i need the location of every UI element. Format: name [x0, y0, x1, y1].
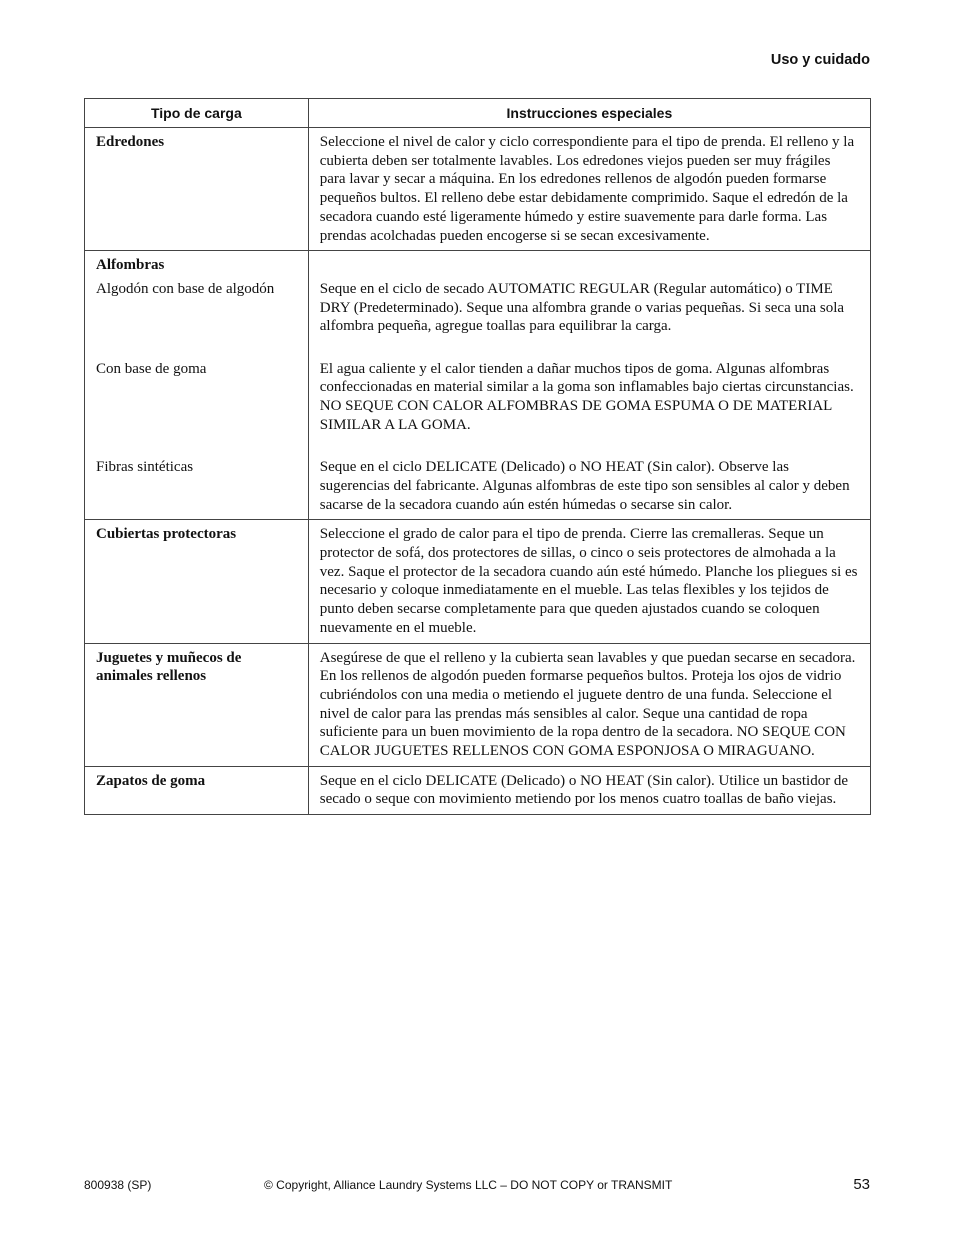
- copyright-notice: © Copyright, Alliance Laundry Systems LLC – DO NOT COPY or TRANSMIT: [264, 1178, 673, 1192]
- column-header-load-type: Tipo de carga: [85, 99, 309, 128]
- table-row: [85, 520, 871, 643]
- instructions-cell: Seque en el ciclo DELICATE (Delicado) o NO HEAT (Sin calor). Utilice un bastidor de secado o seque con movimiento metiendo por los menos cuatro toallas de baño viejas.: [308, 766, 870, 814]
- subtype-instructions: Seque en el ciclo de secado AUTOMATIC REGULAR (Regular automático) o TIME DRY (Predeterminado). Seque una alfombra grande o varias pequeñas. Si seca una sola alfombra pequeña, agregue toallas para equilibrar la carga.: [319, 280, 845, 335]
- subtype-instructions: Seque en el ciclo DELICATE (Delicado) o NO HEAT (Sin calor). Observe las sugerencias del fabricante. Algunas alfombras de este tipo son sensibles al calor y deben sacarse de la secadora cuando aún estén húmedas o secarse sin calor.: [319, 459, 850, 513]
- load-type-table: [84, 98, 871, 815]
- load-type-cell: [85, 251, 309, 520]
- load-type-cell: [85, 128, 309, 251]
- table-row: [85, 251, 871, 520]
- page-number: 53: [853, 1176, 870, 1193]
- load-subtype-label: Algodón con base de algodón: [96, 280, 275, 297]
- load-type-label: Zapatos de goma: [96, 772, 206, 789]
- load-subtype-label: Con base de goma: [96, 360, 207, 377]
- subtype-instructions: El agua caliente y el calor tienden a dañar muchos tipos de goma. Algunas alfombras confeccionadas en material similar a la goma son inflamables bajo ciertas circunstancias. NO SEQUE CON CALOR ALFOMBRAS DE GOMA ESPUMA O DE MATERIAL SIMILAR A LA GOMA.: [319, 360, 854, 433]
- instructions-cell: [308, 251, 870, 520]
- table-row: [85, 766, 871, 814]
- table-header-row: [85, 99, 871, 128]
- instructions-cell: Seleccione el nivel de calor y ciclo correspondiente para el tipo de prenda. El relleno y la cubierta deben ser totalmente lavables. Los edredones viejos pueden ser muy frágiles para lavar y secar a máquina. En los edredones rellenos de algodón pueden formarse pequeños bultos. El relleno debe estar debidamente comprimido. Saque el edredón de la secadora cuando esté ligeramente húmedo y estire suavemente para darle forma. Las prendas acolchadas pueden encogerse si se secan excesivamente.: [308, 128, 870, 251]
- instructions-cell: Seleccione el grado de calor para el tipo de prenda. Cierre las cremalleras. Seque un protector de sofá, dos protectores de sillas, o cinco o seis protectores de almohada a la vez. Saque el protector de la secadora cuando aún esté húmedo. Planche los pliegues si es necesario y coloque inmediatamente en el mueble. Las telas flexibles y los tejidos de punto deben secarse completamente para que queden ajustados cuando se coloquen nuevamente en el mueble.: [308, 520, 870, 643]
- instructions-cell: Asegúrese de que el relleno y la cubierta sean lavables y que puedan secarse en secadora. En los rellenos de algodón pueden formarse pequeños bultos. Proteja los ojos de vidrio cubriéndolos con una media o metiendo el juguete dentro de una funda. Seleccione el nivel de calor para las prendas más sensibles al calor. Seque una cantidad de ropa suficiente para un buen movimiento de la ropa dentro de la secadora. NO SEQUE CON CALOR JUGUETES RELLENOS CON GOMA ESPONJOSA O MIRAGUANO.: [308, 643, 870, 766]
- load-type-label: Edredones: [96, 134, 165, 150]
- page-footer: [84, 1176, 870, 1196]
- load-type-label: Cubiertas protectoras: [96, 526, 237, 543]
- load-type-label-line: animales rellenos: [96, 668, 207, 685]
- table-row: [85, 643, 871, 766]
- load-type-cell: [85, 766, 309, 814]
- load-type-label-line: Juguetes y muñecos de: [96, 649, 242, 666]
- table-row: [85, 128, 871, 251]
- column-header-instructions: Instrucciones especiales: [308, 99, 870, 128]
- load-type-label: Alfombras: [96, 257, 165, 274]
- document-number: 800938 (SP): [84, 1178, 152, 1192]
- load-subtype-label: Fibras sintéticas: [96, 459, 194, 476]
- load-type-cell: [85, 643, 309, 766]
- load-type-cell: [85, 520, 309, 643]
- section-header: Uso y cuidado: [770, 52, 870, 68]
